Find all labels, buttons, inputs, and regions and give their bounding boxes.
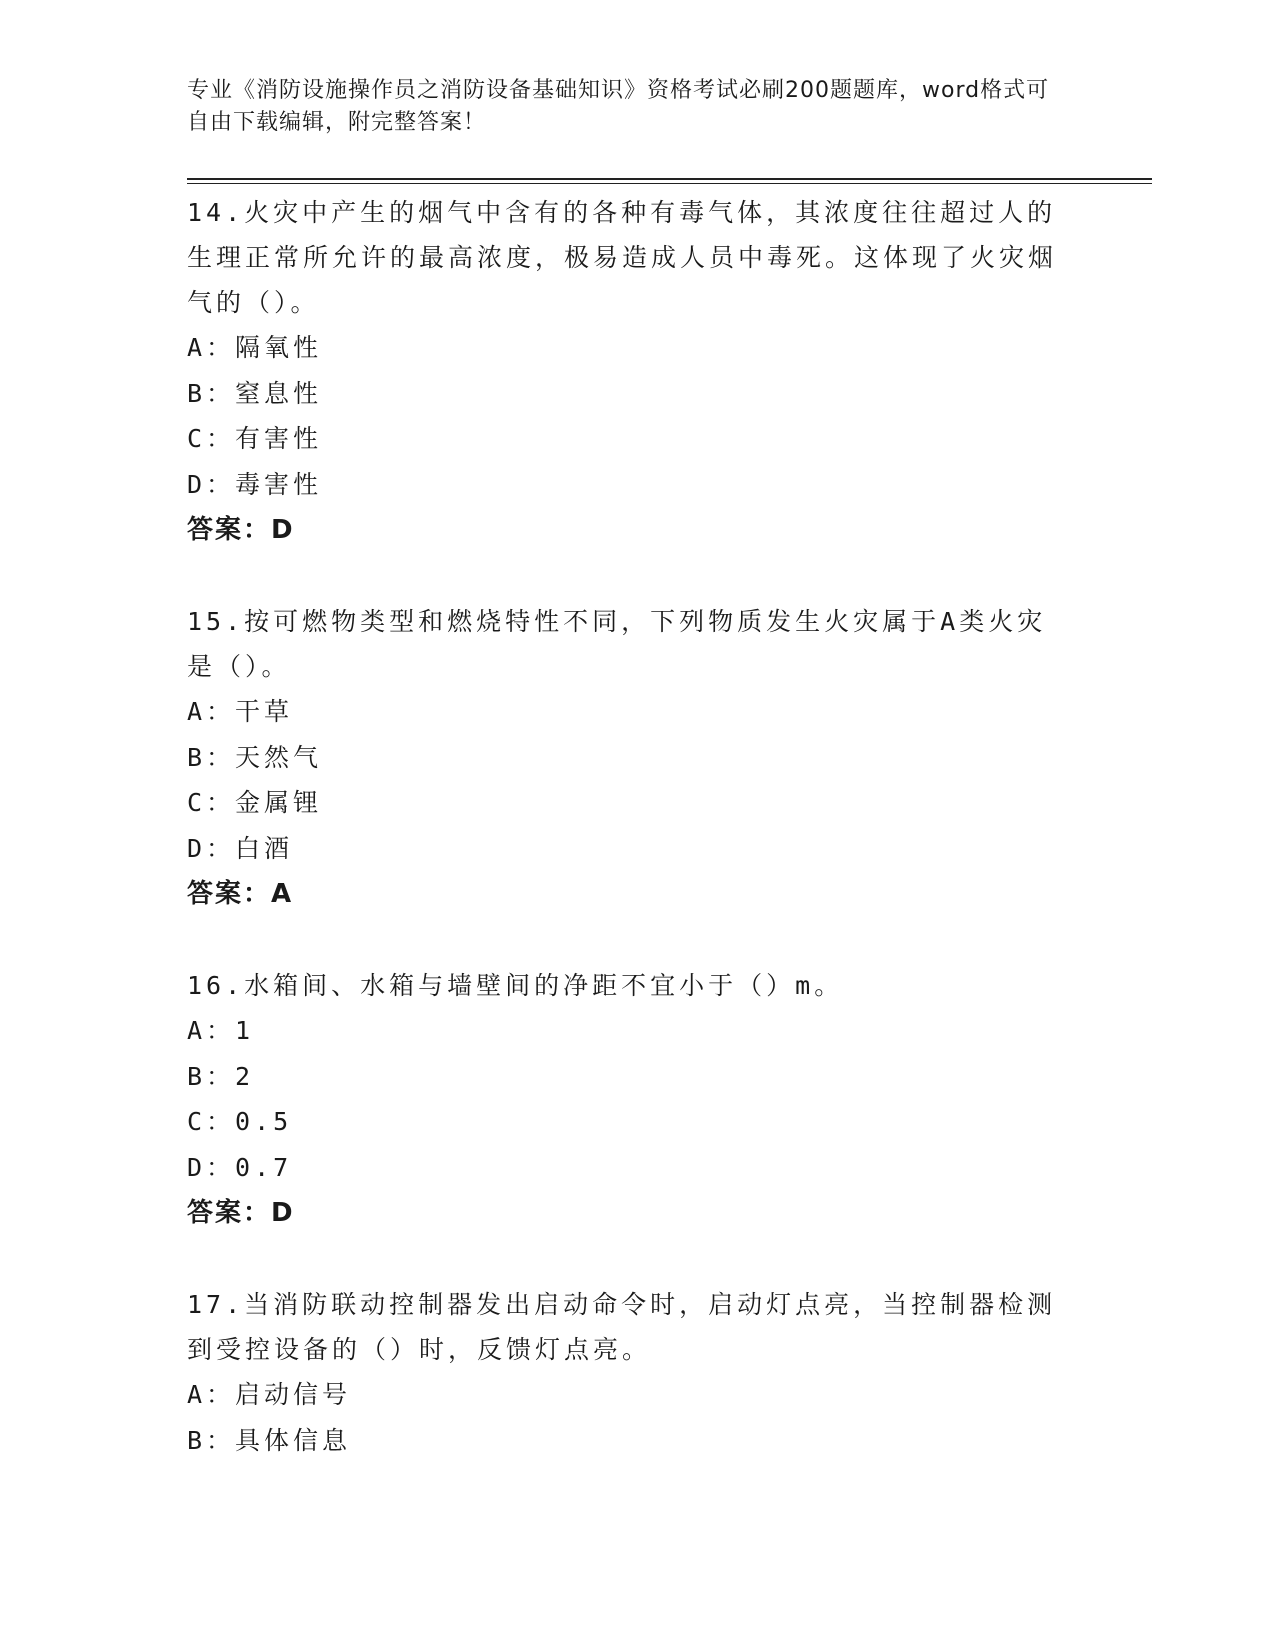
option-c: C：金属锂 <box>187 788 323 817</box>
question-17 <box>187 1282 1067 1463</box>
question-14 <box>187 190 1067 553</box>
question-15 <box>187 599 1067 917</box>
option-a: A：1 <box>187 1016 255 1045</box>
option-b: B：天然气 <box>187 742 323 772</box>
answer-line: 答案：A <box>187 879 294 909</box>
option-b: B：具体信息 <box>187 1425 352 1455</box>
answer-line: 答案：D <box>187 515 295 545</box>
document-header: 专业《消防设施操作员之消防设备基础知识》资格考试必刷200题题库，word格式可自由下载编辑，附完整答案！ <box>187 78 1050 135</box>
question-stem: 14.火灾中产生的烟气中含有的各种有毒气体，其浓度往往超过人的生理正常所允许的最高浓度，极易造成人员中毒死。这体现了火灾烟气的（）。 <box>187 198 1058 317</box>
header-divider-thick <box>187 178 1152 180</box>
option-c: C：0.5 <box>187 1107 293 1136</box>
question-stem: 16.水箱间、水箱与墙壁间的净距不宜小于（）m。 <box>187 971 844 1000</box>
option-d: D：毒害性 <box>187 469 323 499</box>
question-stem: 15.按可燃物类型和燃烧特性不同，下列物质发生火灾属于A类火灾是（）。 <box>187 607 1047 681</box>
question-list <box>187 190 1067 1509</box>
question-stem: 17.当消防联动控制器发出启动命令时，启动灯点亮，当控制器检测到受控设备的（）时，反馈灯点亮。 <box>187 1290 1057 1364</box>
question-16 <box>187 963 1067 1236</box>
option-d: D：白酒 <box>187 833 294 863</box>
option-d: D：0.7 <box>187 1152 293 1182</box>
option-b: B：窒息性 <box>187 378 323 408</box>
answer-line: 答案：D <box>187 1198 295 1228</box>
option-a: A：启动信号 <box>187 1380 352 1409</box>
option-b: B：2 <box>187 1061 255 1091</box>
header-divider-thin <box>187 183 1152 184</box>
option-a: A：隔氧性 <box>187 333 323 362</box>
option-c: C：有害性 <box>187 424 323 453</box>
option-a: A：干草 <box>187 697 294 726</box>
